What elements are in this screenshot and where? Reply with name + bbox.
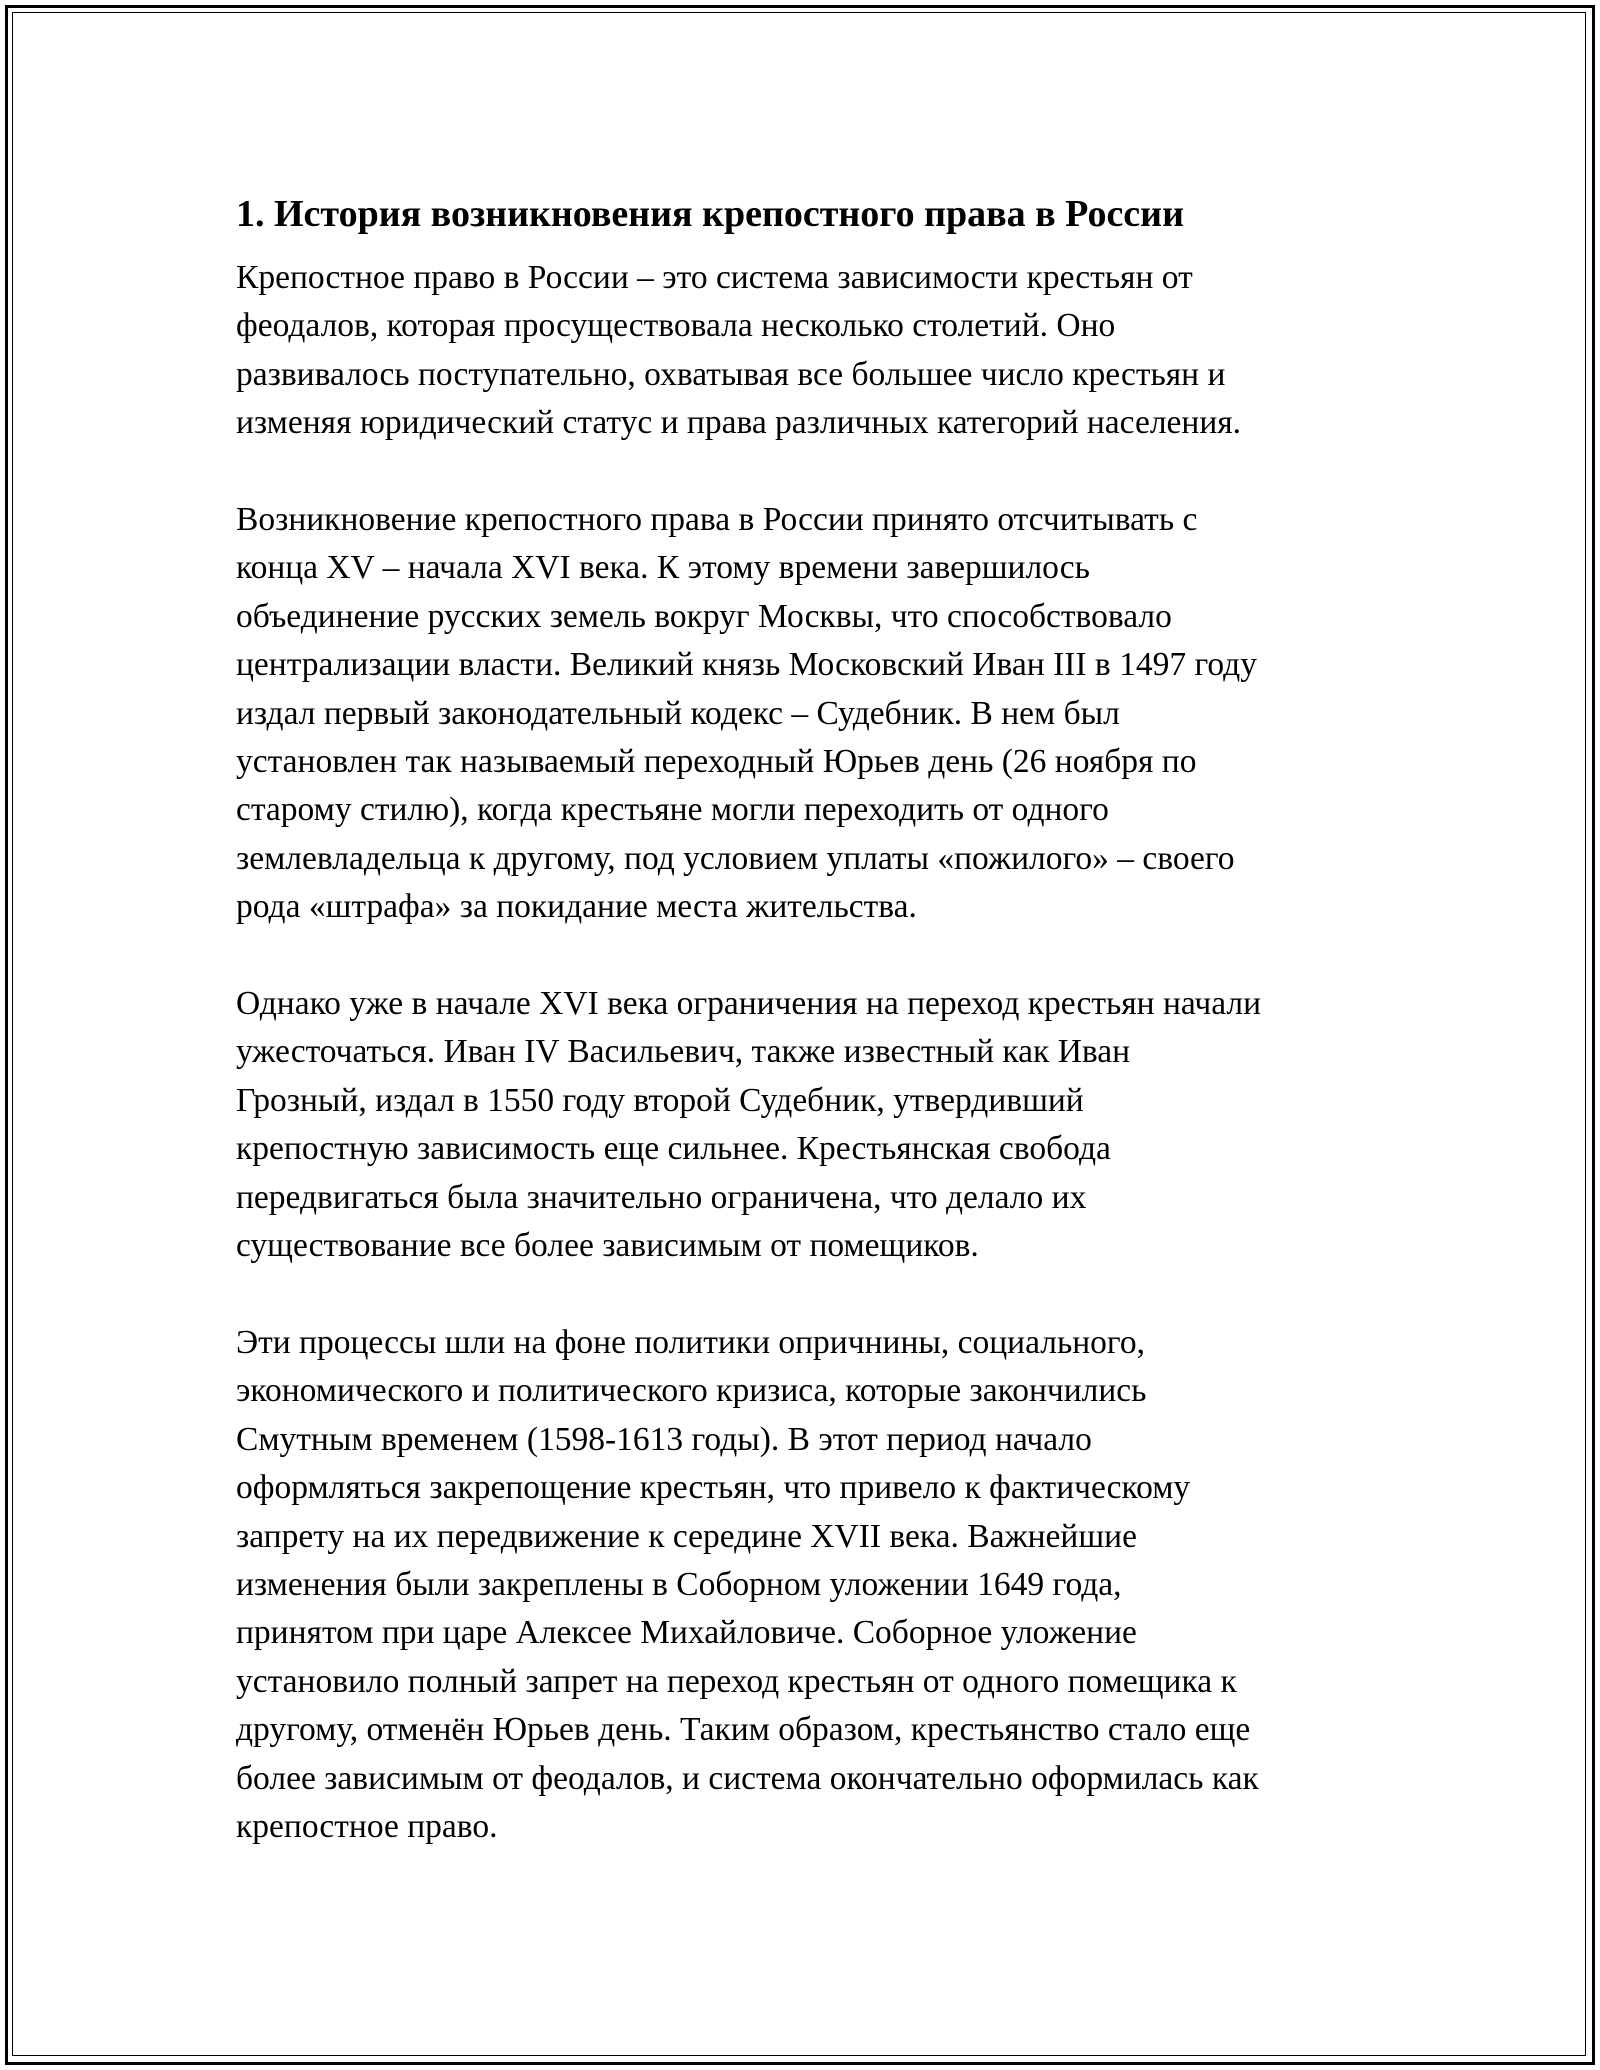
paragraph-line: другому, отменён Юрьев день. Таким образом, крестьянство стало еще	[236, 1711, 1251, 1749]
paragraph-line: Смутным временем (1598-1613 годы). В этот период начало	[236, 1420, 1092, 1458]
paragraph-line: феодалов, которая просуществовала несколько столетий. Оно	[236, 307, 1116, 345]
paragraph-line: изменения были закреплены в Соборном уложении 1649 года,	[236, 1565, 1122, 1603]
paragraph-line: крепостную зависимость еще сильнее. Крестьянская свобода	[236, 1130, 1111, 1168]
paragraph-line: старому стилю), когда крестьяне могли переходить от одного	[236, 791, 1109, 829]
paragraph-2	[236, 496, 1386, 932]
paragraph-3	[236, 980, 1386, 1270]
paragraph-line: централизации власти. Великий князь Московский Иван III в 1497 году	[236, 646, 1257, 684]
paragraph-line: рода «штрафа» за покидание места жительства.	[236, 888, 917, 926]
paragraph-line: конца XV – начала XVI века. К этому времени завершилось	[236, 549, 1090, 587]
paragraph-line: Однако уже в начале XVI века ограничения на переход крестьян начали	[236, 985, 1262, 1023]
paragraph-line: оформляться закрепощение крестьян, что привело к фактическому	[236, 1469, 1191, 1507]
paragraph-line: издал первый законодательный кодекс – Судебник. В нем был	[236, 694, 1120, 732]
paragraph-line: Возникновение крепостного права в России принято отсчитывать с	[236, 501, 1198, 539]
paragraph-line: установило полный запрет на переход крестьян от одного помещика к	[236, 1662, 1237, 1700]
paragraph-line: развивалось поступательно, охватывая все большее число крестьян и	[236, 355, 1226, 393]
paragraph-line: принятом при царе Алексее Михайловиче. Соборное уложение	[236, 1614, 1137, 1652]
section-heading: 1. История возникновения крепостного права в России	[236, 193, 1184, 235]
paragraph-line: изменяя юридический статус и права различных категорий населения.	[236, 404, 1242, 442]
paragraph-line: экономического и политического кризиса, которые закончились	[236, 1372, 1147, 1410]
paragraph-line: установлен так называемый переходный Юрьев день (26 ноября по	[236, 743, 1197, 781]
paragraph-line: землевладельца к другому, под условием уплаты «пожилого» – своего	[236, 839, 1235, 877]
paragraph-line: существование все более зависимым от помещиков.	[236, 1227, 979, 1265]
paragraph-line: крепостное право.	[236, 1807, 498, 1845]
paragraph-line: Крепостное право в России – это система зависимости крестьян от	[236, 259, 1193, 296]
paragraph-line: Эти процессы шли на фоне политики опричнины, социального,	[236, 1323, 1145, 1361]
paragraph-line: объединение русских земель вокруг Москвы, что способствовало	[236, 597, 1172, 635]
paragraph-line: более зависимым от феодалов, и система окончательно оформилась как	[236, 1759, 1259, 1797]
paragraph-line: передвигаться была значительно ограничена, что делало их	[236, 1178, 1087, 1216]
paragraph-line: запрету на их передвижение к середине XVII века. Важнейшие	[236, 1517, 1137, 1555]
paragraph-line: Грозный, издал в 1550 году второй Судебник, утвердивший	[236, 1081, 1084, 1119]
paragraph-line: ужесточаться. Иван IV Васильевич, также известный как Иван	[236, 1033, 1131, 1071]
paragraph-1	[236, 254, 1386, 448]
document-body	[236, 186, 1386, 1900]
paragraph-4	[236, 1319, 1386, 1851]
